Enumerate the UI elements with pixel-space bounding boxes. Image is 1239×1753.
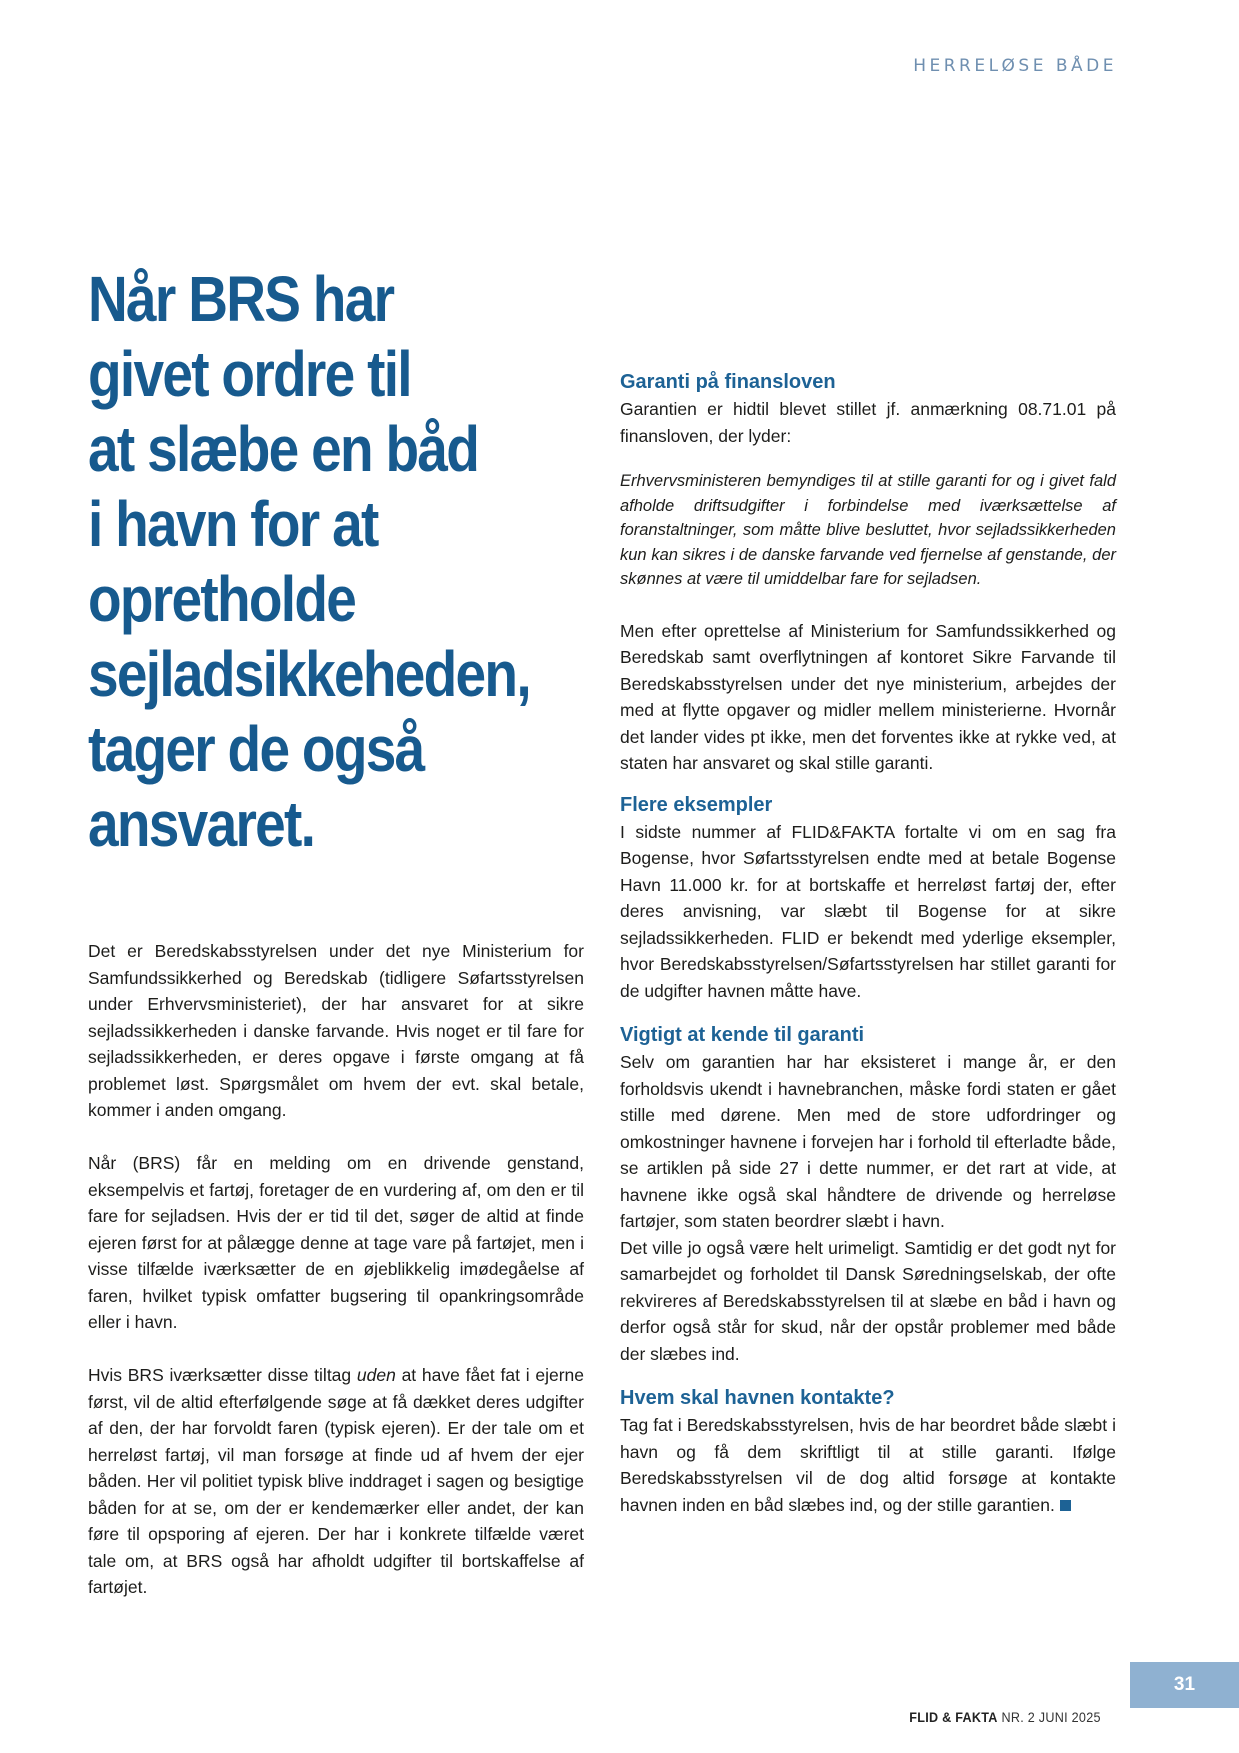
text-run: at have fået fat i ejerne først, vil de altid efterfølgende søge at få dækket deres udgifter af den, der har forvoldt faren (typisk ejeren). Er der tale om et herreløst fartøj, vil man forsøge at finde ud af hvem der ejer båden. Her vil politiet typisk blive inddraget i sagen og besigtige båden for at se, om der er kendemærker eller andet, der kan føre til opsporing af ejeren. Der har i konkrete tilfælde været tale om, at BRS også har afholdt udgifter til bortskaffelse af fartøjet. [88, 1365, 584, 1597]
subheading-important-guarantee: Vigtigt at kende til garanti [620, 1024, 865, 1046]
subheading-who-to-contact: Hvem skal havnen kontakte? [620, 1387, 895, 1409]
headline-line: at slæbe en båd [88, 413, 479, 485]
subheading-finance-guarantee: Garanti på finansloven [620, 371, 836, 393]
body-paragraph: Men efter oprettelse af Ministerium for Samfundssikkerhed og Beredskab samt overflytningen af kontoret Sikre Farvande til Beredskabsstyrelsen under det nye ministerium, arbejdes der med at flytte opgaver og midler mellem ministerierne. Hvornår det lander vides pt ikke, men det forventes ikke at rykke ved, at staten har ansvaret og skal stille garanti. [620, 620, 1116, 773]
headline-line: i havn for at [88, 488, 378, 560]
magazine-name: FLID & FAKTA [909, 1709, 998, 1725]
footer-magazine-info [910, 1709, 1101, 1725]
body-paragraph: Det er Beredskabsstyrelsen under det nye Ministerium for Samfundssikkerhed og Beredskab (tidligere Søfartsstyrelsen under Erhvervsministeriet), der har ansvaret for at sikre sejladssikkerheden i danske farvande. Hvis noget er til fare for sejladssikkerheden, er deres opgave i første omgang at få problemet løst. Spørgsmålet om hvem der evt. skal betale, kommer i anden omgang. [88, 941, 584, 1120]
body-paragraph [620, 1412, 1116, 1518]
body-paragraph: Garantien er hidtil blevet stillet jf. anmærkning 08.71.01 på finansloven, der lyder: [620, 399, 1116, 446]
headline-line: Når BRS har [88, 263, 394, 335]
quote-paragraph: Erhvervsministeren bemyndiges til at stille garanti for og i givet fald afholde driftsudgifter i forbindelse med iværksættelse af foranstaltninger, som måtte blive besluttet, hvor sejladssikkerheden kun kan sikres i de danske farvande ved fjernelse af genstande, der skønnes at være til umiddelbar fare for sejladsen. [620, 472, 1116, 588]
right-column [620, 371, 1116, 1518]
headline-line: opretholde [88, 563, 356, 635]
text-run: Tag fat i Beredskabsstyrelsen, hvis de har beordret både slæbt i havn og få dem skriftligt til at stille garanti. Ifølge Beredskabsstyrelsen vil de dog altid forsøge at kontakte havnen inden en båd slæbes ind, og der stille garantien. [620, 1415, 1116, 1515]
page-number: 31 [1130, 1662, 1239, 1708]
subheading-more-examples: Flere eksempler [620, 793, 773, 816]
body-paragraph: I sidste nummer af FLID&FAKTA fortalte vi om en sag fra Bogense, hvor Søfartsstyrelsen endte med at betale Bogense Havn 11.000 kr. for at bortskaffe et herreløst fartøj der, efter deres anvisning, var slæbt til Bogense for at sikre sejladssikkerheden. FLID er bekendt med yderlige eksempler, hvor Beredskabsstyrelsen/Søfartsstyrelsen har stillet garanti for de udgifter havnen måtte have. [620, 821, 1116, 1001]
body-paragraph: Det ville jo også være helt urimeligt. Samtidig er det godt nyt for samarbejdet og forholdet til Dansk Søredningselskab, der ofte rekvireres af Beredskabsstyrelsen til at slæbe en båd i havn og derfor også står for skud, når der opstår problemer med både der slæbes ind. [620, 1237, 1116, 1364]
headline-line: tager de også [88, 713, 424, 785]
headline-line: givet ordre til [88, 338, 411, 410]
body-paragraph: Selv om garantien har har eksisteret i mange år, er den forholdsvis ukendt i havnebranchen, måske fordi staten er gået stille med dørene. Men med de store udfordringer og omkostninger havnene i forvejen har i forhold til efterladte både, se artiklen på side 27 i dette nummer, er det rart at vide, at havnene ikke også skal håndtere de drivende og herreløse fartøjer, som staten beordrer slæbt i havn. [620, 1052, 1116, 1231]
end-mark-icon [1060, 1500, 1071, 1511]
headline-line: ansvaret. [88, 788, 315, 860]
emphasis-text: uden [356, 1365, 396, 1385]
left-column [88, 938, 584, 1601]
issue-label: NR. 2 JUNI 2025 [1001, 1709, 1101, 1725]
body-paragraph [88, 1362, 584, 1601]
headline [88, 262, 535, 862]
section-label: HERRELØSE BÅDE [913, 56, 1117, 76]
body-paragraph: Når (BRS) får en melding om en drivende genstand, eksempelvis et fartøj, foretager de en vurdering af, om den er til fare for sejladsen. Hvis der er tid til det, søger de altid at finde ejeren først for at pålægge denne at tage vare på fartøjet, men i visse tilfælde iværksætter de en øjeblikkelig imødegåelse af faren, hvilket typisk omfatter bugsering til opankringsområde eller i havn. [88, 1153, 584, 1332]
headline-line: sejladsikkeheden, [88, 638, 530, 710]
text-run: Hvis BRS iværksætter disse tiltag [88, 1365, 357, 1385]
